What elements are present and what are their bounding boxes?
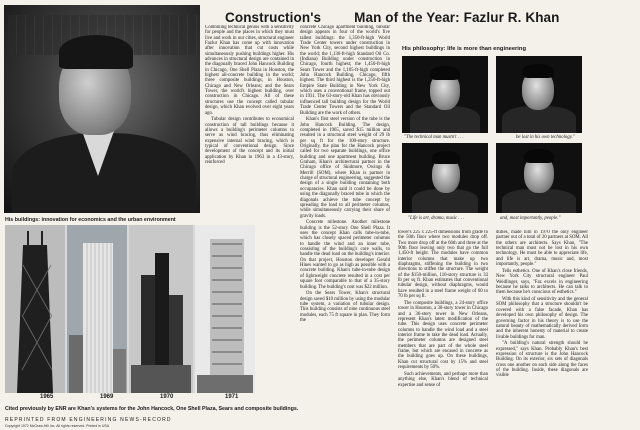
article-column-1: [205, 25, 294, 410]
page-title: [225, 10, 560, 25]
photo-caption: "The technical man mustn't . . .: [404, 135, 464, 140]
portrait-caption: His buildings: innovation for economics and the urban environment: [5, 217, 176, 223]
philosophy-heading: His philosophy: life is more than engineering: [402, 46, 527, 52]
paragraph: tower's 225 x 225-ft dimensions from grade to the 50th floor where two modules drop off. Two more drop off at the 66th and three at the 90th floor leaving only two that go the full 1,450-ft height. The modules have common interior columns that make up two diaphragms, stiffening the building in two directions to stiffen the structure. The weight of the $150-million, 110-story structure is 33 lb per sq ft. Khan estimates that conventional tubular design, without diaphragms, would have resulted in a steel frame weight of 60 to 70 lb per sq ft.: [398, 230, 488, 300]
paragraph: "A building's natural strength should be expressed," says Khan. Probably Khan's best expression of structure is the John Hancock Building. On its exterior, six sets of diagonals cross one another on each side along the faces of the building. Inside, these diagonals are visible: [496, 341, 588, 379]
title-sub: Man of the Year: Fazlur R. Khan: [354, 10, 560, 25]
khan-photo-1: [402, 56, 488, 133]
paragraph: duties, made him in 1970 the only engineer partner out of a total of 20 partners at SOM. All the others are architects. Says Khan, "The technical man must not be lost in his own technology. He must be able to appreciate life, and life is art, drama, music and, most importantly, people.": [496, 230, 588, 268]
article-column-2: [300, 25, 390, 410]
paragraph: Tubular design contributes to economical construction of tall buildings because it allows a building's perimeter columns to serve as wind bracing, thus eliminating expensive internal wind bracing, which is typical of conventional design. Since development of the concept and its initial application by Khan in 1963 in a 43-story, reinforced: [205, 117, 294, 166]
paragraph: Combining technical genius with a sensitivity for people and the places in which they must live and work in our cities, structural engineer Fazlur Khan has come up with innovation after innovation that cut costs while simultaneously pushing buildings higher. His advances in structural design are contained in the diagonally braced John Hancock Building in Chicago, One Shell Plaza in Houston, the highest all-concrete building in the world; three composite buildings, in Houston, Chicago and New Orleans; and the Sears Tower, the world's highest building, over construction in Chicago. All of these structures use the concept called tubular design, which Khan evolved over eight years ago.: [205, 25, 294, 116]
year-label: 1971: [225, 394, 239, 400]
paragraph: Such achievements, and perhaps more than anything else, Khan's blend of technical expertise and sense of: [398, 371, 488, 388]
paragraph: The composite buildings, a 24-story office tower in Houston, a 30-story tower in Chicago and a 36-story tower in New Orleans, represent Khan's latest modification of the tube. This design uses concrete perimeter columns to handle the wind load and a steel interior frame to take the dead load. Actually, the perimeter columns are designed steel members that are part of the whole steel frame, but which are encased in concrete as the building goes up. On these buildings, Khan cut structural cost by 15% and steel requirements by 50%.: [398, 300, 488, 371]
article-column-3: [398, 230, 488, 410]
article-column-4: [496, 230, 588, 410]
title-main: Construction's: [225, 10, 322, 25]
photo-caption: be lost in his own technology.": [516, 135, 575, 140]
paragraph: Tells esthetics. One of Khan's close friends, New York City structural engineer Paul Weidlinger, says, "Faz excels in engineering because he talks to architects. He can talk to them because he's conscious of esthetics.": [496, 268, 588, 296]
photo-caption: "Life is art, drama, music . . .: [408, 216, 465, 221]
paragraph: concrete Chicago apartment building, tubular design appears in four of the world's five tallest buildings: the 1,350-ft-high World Trade Center towers under construction in New York City, second highest buildings in the world; the 1,136-ft-high Standard Oil Co. (Indiana) Building under construction in Chicago, fourth highest; the 1,450-ft-high Sears Tower and the 1,105-ft-high completed John Hancock Building, Chicago, fifth highest. The third highest is the 1,250-ft-high Empire State Building in New York City, which uses a conventional frame, topped out in 1931. The 63-story-old Khan has obviously influenced tall building design for the World Trade Center Towers and the Standard Oil Building are the work of others.: [300, 25, 390, 116]
paragraph: Khan's first steel version of the tube is the John Hancock Building. The design, completed in 1965, saved $15 million and resulted in a structural steel weight of 29 lb per sq ft for the 100-story structure. Originally, the plan for the Hancock project called for two separate buildings, one office building and one apartment building. Bruce Graham, Khan's architectural partner in the Chicago office of Skidmore, Owings & Merrill (SOM), where Khan is partner in charge of structural engineering, suggested the design of a single building containing both occupancies. Khan said it could be done by using the diagonally braced tube in which the diagonals achieve the tube concept by spreading the load to all perimeter columns, while simultaneously carrying their share of gravity loads.: [300, 117, 390, 219]
khan-portrait: [4, 5, 200, 213]
year-label: 1969: [100, 394, 114, 400]
khan-photo-3: [402, 143, 488, 213]
year-label: 1970: [160, 394, 174, 400]
paragraph: With this kind of sensitivity and the general SOM philosophy that a structure shouldn't be covered with a false facade, Khan has developed his own philosophy of design. The governing factor in his theory is to use the natural beauty of mathematically derived form and the inherent honesty of material to create livable buildings for man.: [496, 297, 588, 340]
khan-photo-4: [496, 143, 582, 213]
paragraph: On the Sears Tower, Khan's structural design saved $10 million by using the modular tube system, a variation of tubular design. This building consists of nine continuous steel modules, each 75 ft square in plan. They form the: [300, 291, 390, 324]
photo-caption: and, most importantly, people.": [500, 216, 561, 221]
copyright-notice: Copyright 1972 McGraw-Hill Inc. All rights reserved. Printed in USA: [5, 424, 110, 428]
reprint-notice: REPRINTED FROM ENGINEERING NEWS-RECORD: [5, 417, 172, 423]
year-label: 1965: [40, 394, 54, 400]
paragraph: Concrete milestone. Another milestone building is the 52-story One Shell Plaza. It uses the concept Khan calls tube-in-tube, which has closely spaced perimeter columns to handle the wind and an inner tube, consisting of the building's core walls, to handle the dead load on the building's interior. On that project, Houston developer Gerald Hines wanted to go as high as possible with a concrete building. Khan's tube-in-tube design of lightweight concrete resulted in a cost per square foot comparable to that of a 35-story building. The building's cost was $22 million.: [300, 220, 390, 290]
khan-photo-2: [496, 56, 582, 133]
towers-caption: Cited previously by ENR are Khan's systems for the John Hancock, One Shell Plaza, Sears and composite buildings.: [5, 406, 299, 412]
